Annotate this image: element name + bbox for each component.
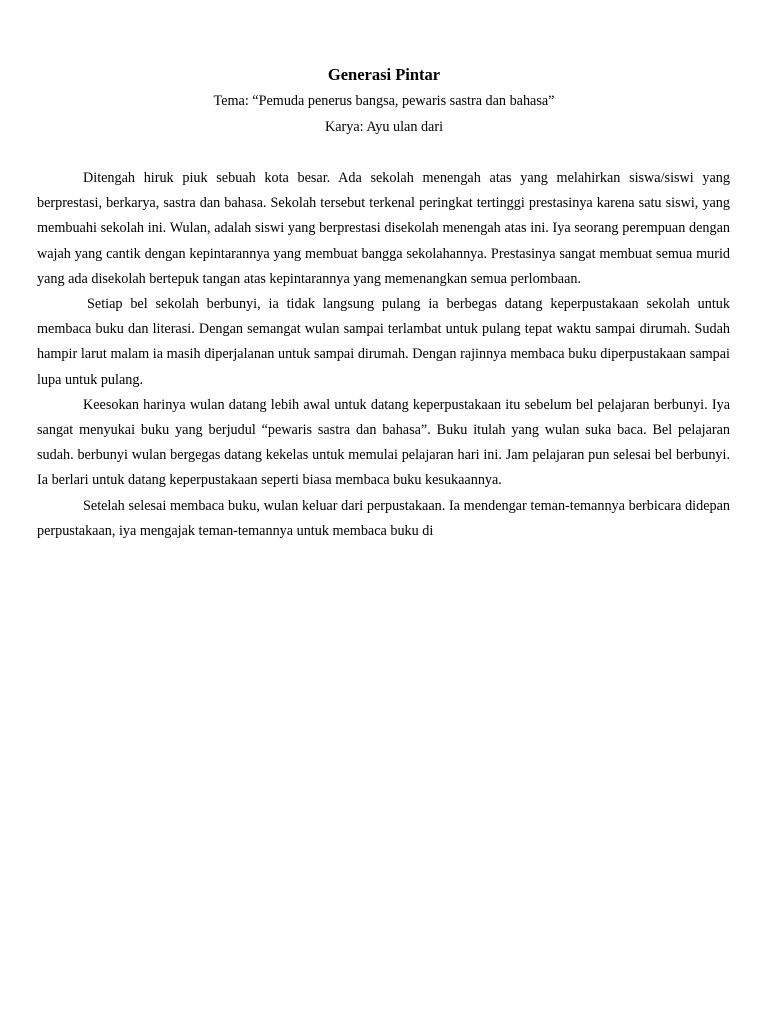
document-title: Generasi Pintar: [327, 65, 441, 84]
paragraph: Setiap bel sekolah berbunyi, ia tidak langsung pulang ia berbegas datang keperpustakaan sekolah untuk membaca buku dan literasi. Dengan semangat wulan sampai terlambat untuk pulang tepat waktu sampai dirumah. Sudah hampir larut malam ia masih diperjalanan untuk sampai dirumah. Dengan rajinnya membaca buku diperpustakaan sampai lupa untuk pulang.: [37, 296, 730, 388]
document-theme: Tema: “Pemuda penerus bangsa, pewaris sastra dan bahasa”: [213, 93, 555, 109]
paragraph: Ditengah hiruk piuk sebuah kota besar. Ada sekolah menengah atas yang melahirkan siswa/siswi yang berprestasi, berkarya, sastra dan bahasa. Sekolah tersebut terkenal peringkat tertinggi prestasinya karena satu siswi, yang membuahi sekolah ini. Wulan, adalah siswi yang berprestasi disekolah menengah atas ini. Iya seorang perempuan dengan wajah yang cantik dengan kepintarannya yang membuat bangga sekolahannya. Prestasinya sangat membuat semua murid yang ada disekolah bertepuk tangan atas kepintarannya yang memenangkan semua perlombaan.: [37, 170, 730, 287]
paragraph: Setelah selesai membaca buku, wulan keluar dari perpustakaan. Ia mendengar teman-temannya berbicara didepan perpustakaan, iya mengajak teman-temannya untuk membaca buku di: [37, 497, 730, 539]
document-body: [37, 166, 730, 544]
paragraph: Keesokan harinya wulan datang lebih awal untuk datang keperpustakaan itu sebelum bel pelajaran berbunyi. Iya sangat menyukai buku yang berjudul “pewaris sastra dan bahasa”. Buku itulah yang wulan suka baca. Bel pelajaran sudah. berbunyi wulan bergegas datang kekelas untuk memulai pelajaran hari ini. Jam pelajaran pun selesai bel berbunyi. Ia berlari untuk datang keperpustakaan seperti biasa membaca buku kesukaannya.: [37, 396, 730, 489]
document-author: Karya: Ayu ulan dari: [324, 119, 444, 135]
document-header: [0, 62, 768, 140]
